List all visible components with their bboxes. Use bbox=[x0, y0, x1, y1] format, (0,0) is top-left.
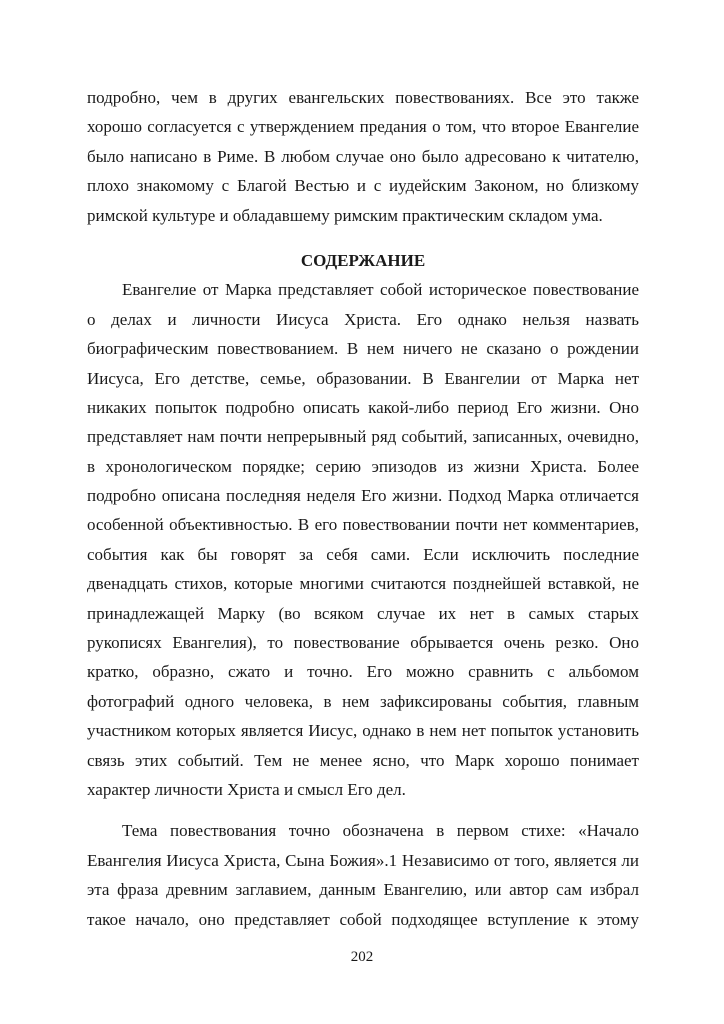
text-line: в хронологическом порядке; серию эпизодов из жизни Христа. Более bbox=[87, 456, 639, 476]
text-line: плохо знакомому с Благой Вестью и с иудейским Законом, но близкому bbox=[87, 176, 639, 196]
text-line: события как бы говорят за себя сами. Если исключить последние bbox=[87, 544, 639, 564]
text-line: было написано в Риме. В любом случае оно было адресовано к читателю, bbox=[87, 146, 639, 166]
page-body bbox=[87, 83, 639, 934]
paragraph-top bbox=[87, 83, 639, 230]
text-line: Евангелие от Марка представляет собой историческое повествование bbox=[122, 280, 639, 300]
text-line: двенадцать стихов, которые многими считаются позднейшей вставкой, не bbox=[87, 574, 639, 594]
text-line: Иисуса, Его детстве, семье, образовании. В Евангелии от Марка нет bbox=[87, 368, 639, 388]
text-line: рукописях Евангелия), то повествование обрывается очень резко. Оно bbox=[87, 633, 639, 653]
text-line: никаких попыток подробно описать какой-либо период Его жизни. Оно bbox=[87, 397, 639, 417]
text-line: подробно описана последняя неделя Его жизни. Подход Марка отличается bbox=[87, 486, 639, 506]
text-line: хорошо согласуется с утверждением предания о том, что второе Евангелие bbox=[87, 117, 639, 137]
text-line: принадлежащей Марку (во всяком случае их нет в самых старых bbox=[87, 603, 639, 623]
page-number: 202 bbox=[350, 949, 374, 965]
text-line: характер личности Христа и смысл Его дел. bbox=[87, 779, 406, 799]
text-line: биографическим повествованием. В нем ничего не сказано о рождении bbox=[87, 339, 639, 359]
text-line: такое начало, оно представляет собой подходящее вступление к этому bbox=[87, 909, 639, 929]
paragraph-theme bbox=[87, 816, 639, 934]
text-line: участником которых является Иисус, однако в нем нет попыток установить bbox=[87, 721, 639, 741]
text-line: римской культуре и обладавшему римским практическим складом ума. bbox=[87, 205, 603, 225]
text-line: подробно, чем в других евангельских повествованиях. Все это также bbox=[87, 88, 639, 107]
paragraph-gap bbox=[87, 804, 639, 816]
section-heading: СОДЕРЖАНИЕ bbox=[300, 250, 426, 270]
text-line: Евангелия Иисуса Христа, Сына Божия».1 Независимо от того, является ли bbox=[87, 850, 639, 870]
text-line: особенной объективностью. В его повествовании почти нет комментариев, bbox=[87, 515, 639, 535]
text-line: представляет нам почти непрерывный ряд событий, записанных, очевидно, bbox=[87, 427, 639, 447]
text-line: эта фраза древним заглавием, данным Евангелию, или автор сам избрал bbox=[87, 880, 639, 900]
text-line: кратко, образно, сжато и точно. Его можно сравнить с альбомом bbox=[87, 662, 639, 682]
text-line: фотографий одного человека, в нем зафиксированы события, главным bbox=[87, 691, 639, 711]
paragraph-content bbox=[87, 275, 639, 804]
text-line: Тема повествования точно обозначена в первом стихе: «Начало bbox=[122, 821, 639, 841]
text-line: связь этих событий. Тем не менее ясно, что Марк хорошо понимает bbox=[87, 750, 639, 770]
text-line: о делах и личности Иисуса Христа. Его однако нельзя назвать bbox=[87, 309, 639, 329]
